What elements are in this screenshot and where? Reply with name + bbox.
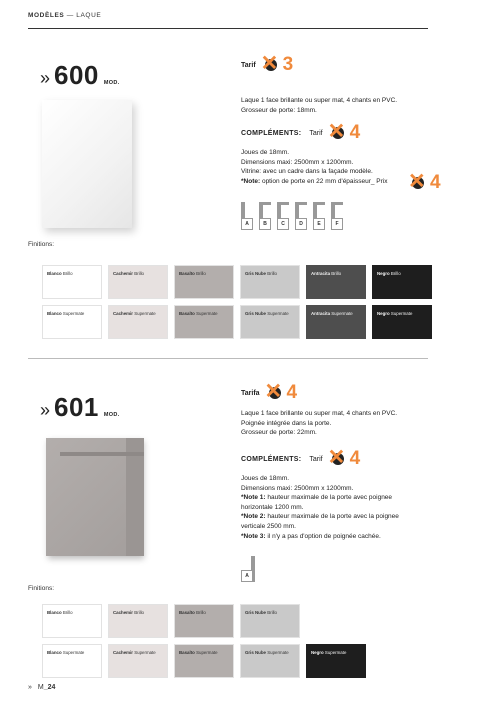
swatch-finish: Supermate	[389, 311, 413, 316]
profile-b: B	[259, 202, 272, 230]
complements-tarif-label: Tarif	[309, 455, 323, 463]
profiles-601	[241, 556, 257, 582]
swatch-name: Negro	[311, 650, 324, 655]
note-2: *Note 2: hauteur maximale de la porte avec la poignee	[241, 513, 399, 521]
model-label: MOD.	[103, 412, 120, 418]
swatch-finish: Supermate	[194, 311, 218, 316]
header-subsection: LAQUE	[76, 12, 102, 19]
model-601-title	[40, 392, 119, 423]
double-chevron-icon: »	[28, 684, 32, 691]
model-number: 600	[54, 60, 99, 90]
door-601-image	[46, 438, 142, 556]
finish-swatch	[240, 305, 300, 339]
model-600-title	[40, 60, 119, 91]
finitions-label-601: Finitions:	[28, 585, 55, 592]
note-price	[408, 170, 441, 193]
description-line: Grosseur de porte: 22mm.	[241, 429, 317, 437]
profile-a: A	[241, 556, 257, 582]
tarif-label: Tarifa	[241, 389, 260, 397]
tarif-601	[241, 380, 298, 403]
description-line: Laque 1 face brillante ou super mat, 4 chants en PVC.	[241, 97, 398, 104]
cross-icon: ✕	[260, 52, 279, 75]
profile-c: C	[277, 202, 290, 230]
swatch-name: Cachemir	[113, 311, 134, 316]
swatch-name: Antracita	[311, 271, 331, 276]
complements-tarif-value: 4	[349, 448, 361, 469]
finish-swatch	[240, 604, 300, 638]
note-1-cont: horizontale 1200 mm.	[241, 503, 304, 511]
swatch-name: Gris Nube	[245, 271, 266, 276]
complements-tarif-value: 4	[349, 122, 361, 143]
swatch-name: Gris Nube	[245, 311, 266, 316]
swatch-finish: Brillo	[265, 610, 277, 615]
note-price-value: 4	[430, 172, 441, 193]
model-number: 601	[54, 392, 99, 422]
page-number: _24	[43, 684, 56, 691]
detail-line: Joues de 18mm.	[241, 149, 290, 156]
cross-icon: ✕	[408, 170, 426, 193]
swatch-name: Antracita	[311, 311, 331, 316]
cross-icon: ✕	[327, 120, 346, 143]
swatch-finish: Brillo	[133, 271, 144, 276]
detail-line: Joues de 18mm.	[241, 475, 290, 482]
swatch-name: Blanco	[47, 650, 62, 655]
model-label: MOD.	[103, 80, 120, 86]
swatch-finish: Brillo	[61, 271, 73, 276]
note-1: *Note 1: hauteur maximale de la porte avec poignee	[241, 494, 393, 502]
swatch-finish: Supermate	[61, 650, 85, 655]
finish-swatch	[306, 265, 366, 299]
finish-swatch	[306, 305, 366, 339]
tarif-value: 3	[282, 54, 294, 75]
description-line: Grosseur de porte: 18mm.	[241, 106, 317, 114]
profile-e: E	[313, 202, 326, 230]
cross-icon: ✕	[327, 446, 346, 469]
swatch-finish: Brillo	[389, 271, 401, 276]
double-chevron-icon: »	[40, 400, 51, 420]
header-dash: —	[66, 12, 74, 19]
swatch-name: Negro	[377, 311, 390, 316]
finish-swatch	[108, 644, 168, 678]
swatch-name: Negro	[377, 271, 390, 276]
detail-line: Vitrine: avec un cadre dans la façade modèle.	[241, 168, 373, 176]
finish-swatch	[174, 604, 234, 638]
profile-f: F	[331, 202, 344, 230]
swatch-name: Basalto	[179, 610, 195, 615]
swatch-name: Gris Nube	[245, 650, 266, 655]
profile-d: D	[295, 202, 308, 230]
swatch-finish: Brillo	[194, 610, 206, 615]
finish-swatch	[372, 265, 432, 299]
swatch-finish: Brillo	[194, 271, 206, 276]
note-label: *Note:	[241, 177, 261, 185]
detail-line: Dimensions maxi: 2500mm x 1200mm.	[241, 158, 354, 166]
swatch-name: Blanco	[47, 311, 62, 316]
complements-tarif-label: Tarif	[309, 129, 323, 137]
finish-swatch	[42, 305, 102, 339]
note-3: *Note 3: il n'y a pas d'option de poignée cachée.	[241, 532, 381, 540]
section-divider	[28, 358, 428, 359]
swatch-finish: Supermate	[265, 650, 289, 655]
swatch-finish: Supermate	[265, 311, 289, 316]
finish-swatch	[240, 644, 300, 678]
swatch-name: Blanco	[47, 610, 62, 615]
swatch-name: Cachemir	[113, 650, 134, 655]
page-header	[28, 12, 101, 19]
tarif-value: 4	[286, 382, 298, 403]
details-601	[241, 474, 399, 541]
cross-icon: ✕	[264, 380, 283, 403]
finish-swatch	[42, 265, 102, 299]
double-chevron-icon: »	[40, 68, 51, 88]
finish-swatch	[108, 265, 168, 299]
swatch-finish: Supermate	[133, 311, 156, 316]
tarif-600	[241, 52, 294, 75]
complements-601	[241, 446, 361, 469]
finish-swatch	[174, 644, 234, 678]
finish-swatch	[174, 265, 234, 299]
finitions-label-600: Finitions:	[28, 241, 55, 248]
swatch-name: Gris Nube	[245, 610, 266, 615]
description-601	[241, 409, 397, 438]
swatch-finish: Brillo	[61, 610, 73, 615]
complements-label: COMPLÉMENTS:	[241, 455, 302, 463]
swatch-name: Basalto	[179, 311, 195, 316]
finish-swatch	[240, 265, 300, 299]
swatch-name: Blanco	[47, 271, 62, 276]
finish-swatch	[42, 604, 102, 638]
note-line	[241, 177, 388, 187]
swatch-finish: Supermate	[194, 650, 218, 655]
finish-swatch	[174, 305, 234, 339]
complements-600	[241, 120, 361, 143]
header-rule	[28, 28, 428, 29]
door-600-image	[42, 100, 132, 228]
swatch-finish: Brillo	[265, 271, 277, 276]
description-600	[241, 96, 397, 115]
note-text: option de porte en 22 mm d'épaisseur_ Prix	[261, 177, 388, 185]
details-600	[241, 148, 388, 186]
profile-a: A	[241, 202, 254, 230]
swatch-name: Cachemir	[113, 610, 134, 615]
note-2-cont: verticale 2500 mm.	[241, 522, 296, 530]
tarif-label: Tarif	[241, 61, 256, 69]
page-footer	[28, 684, 55, 691]
finish-swatch	[42, 644, 102, 678]
finish-swatch	[108, 604, 168, 638]
swatch-name: Basalto	[179, 271, 195, 276]
profiles-600	[241, 202, 344, 230]
footer-prefix: M	[37, 684, 44, 691]
detail-line: Dimensions maxi: 2500mm x 1200mm.	[241, 484, 354, 492]
swatch-finish: Brillo	[330, 271, 342, 276]
swatch-finish: Supermate	[133, 650, 156, 655]
swatch-finish: Supermate	[323, 650, 347, 655]
complements-label: COMPLÉMENTS:	[241, 129, 302, 137]
swatch-finish: Supermate	[61, 311, 85, 316]
finish-swatch	[108, 305, 168, 339]
finish-swatch	[306, 644, 366, 678]
finish-swatch	[372, 305, 432, 339]
header-section: MODÈLES	[28, 12, 65, 19]
swatch-name: Basalto	[179, 650, 195, 655]
description-line: Poignée intégrée dans la porte.	[241, 419, 332, 427]
description-line: Laque 1 face brillante ou super mat, 4 chants en PVC.	[241, 410, 398, 417]
swatch-finish: Supermate	[330, 311, 353, 316]
swatch-name: Cachemir	[113, 271, 134, 276]
swatch-finish: Brillo	[133, 610, 144, 615]
